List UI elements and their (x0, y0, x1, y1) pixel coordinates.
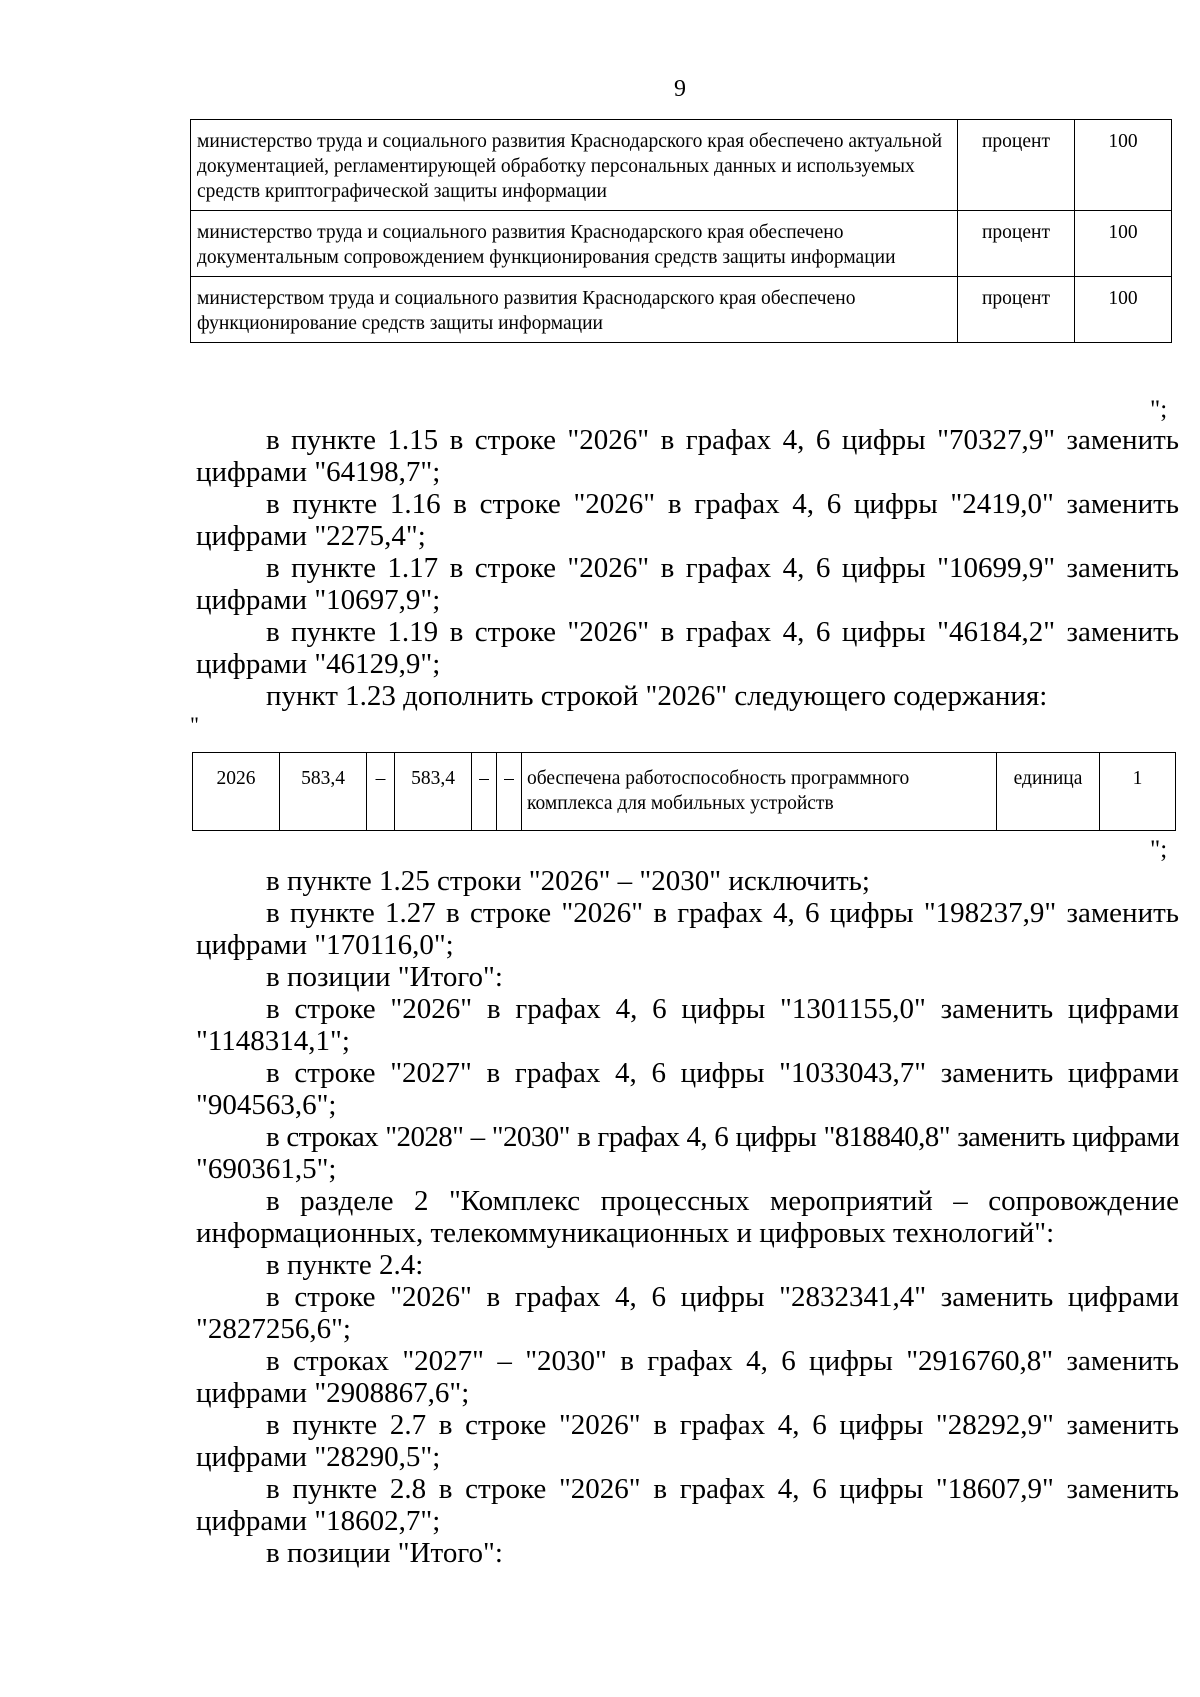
paragraph-line: цифрами "46129,9"; (196, 648, 441, 680)
closing-quote: "; (1150, 396, 1168, 423)
paragraph-line: в разделе 2 "Комплекс процессных мероприятий – сопровождение (266, 1185, 1179, 1217)
row-description: министерством труда и социального развития Краснодарского края обеспечено функционирование средств защиты информации (191, 277, 958, 343)
cell-col4: 583,4 (395, 753, 472, 831)
page-number: 9 (674, 76, 686, 102)
paragraph-line: в пункте 1.15 в строке "2026" в графах 4, 6 цифры "70327,9" заменить (266, 424, 1179, 456)
paragraph-line: в пункте 1.19 в строке "2026" в графах 4, 6 цифры "46184,2" заменить (266, 616, 1179, 648)
closing-quote: "; (1150, 836, 1168, 863)
paragraph-line: пункт 1.23 дополнить строкой "2026" следующего содержания: (266, 680, 1048, 712)
cell-col5: – (472, 753, 497, 831)
paragraph-line: в пункте 2.4: (266, 1249, 424, 1281)
paragraph-line: в позиции "Итого": (266, 1537, 503, 1569)
paragraph-line: цифрами "10697,9"; (196, 584, 441, 616)
opening-quote: " (190, 712, 199, 737)
cell-value: 1 (1100, 753, 1176, 831)
paragraph-line: в позиции "Итого": (266, 961, 503, 993)
paragraph-line: в строках "2028" – "2030" в графах 4, 6 цифры "818840,8" заменить цифрами (266, 1121, 1179, 1153)
paragraph-line: цифрами "170116,0"; (196, 929, 454, 961)
paragraph-line: информационных, телекоммуникационных и цифровых технологий": (196, 1217, 1055, 1249)
paragraph-line: в пункте 1.16 в строке "2026" в графах 4, 6 цифры "2419,0" заменить (266, 488, 1179, 520)
paragraph-line: в пункте 1.25 строки "2026" – "2030" исключить; (266, 865, 870, 897)
table-row (191, 277, 1172, 343)
paragraph-line: в пункте 2.8 в строке "2026" в графах 4, 6 цифры "18607,9" заменить (266, 1473, 1179, 1505)
indicators-table (190, 119, 1172, 343)
table-row (191, 211, 1172, 277)
row-unit: процент (958, 120, 1075, 211)
cell-total: 583,4 (280, 753, 367, 831)
paragraph-line: "690361,5"; (196, 1153, 337, 1185)
row-value: 100 (1075, 211, 1172, 277)
paragraph-line: в пункте 1.17 в строке "2026" в графах 4, 6 цифры "10699,9" заменить (266, 552, 1179, 584)
amendments-block-2 (196, 865, 1179, 1569)
paragraph-line: цифрами "18602,7"; (196, 1505, 441, 1537)
paragraph-line: в пункте 2.7 в строке "2026" в графах 4, 6 цифры "28292,9" заменить (266, 1409, 1179, 1441)
paragraph-line: в строке "2027" в графах 4, 6 цифры "1033043,7" заменить цифрами (266, 1057, 1179, 1089)
cell-col3: – (367, 753, 395, 831)
row-unit: процент (958, 211, 1075, 277)
cell-col6: – (497, 753, 522, 831)
paragraph-line: цифрами "2275,4"; (196, 520, 426, 552)
table-row (193, 753, 1176, 831)
paragraph-line: "2827256,6"; (196, 1313, 351, 1345)
paragraph-line: в строке "2026" в графах 4, 6 цифры "2832341,4" заменить цифрами (266, 1281, 1179, 1313)
paragraph-line: цифрами "2908867,6"; (196, 1377, 470, 1409)
paragraph-line: цифрами "28290,5"; (196, 1441, 441, 1473)
row-value: 100 (1075, 120, 1172, 211)
paragraph-line: цифрами "64198,7"; (196, 456, 441, 488)
amendments-block-1 (196, 424, 1179, 712)
paragraph-line: "904563,6"; (196, 1089, 337, 1121)
row-description: министерство труда и социального развития Краснодарского края обеспечено актуальной документацией, регламентирующей обработку персональных данных и используемых средств криптографической защиты информации (191, 120, 958, 211)
cell-unit: единица (997, 753, 1100, 831)
paragraph-line: "1148314,1"; (196, 1025, 350, 1057)
paragraph-line: в пункте 1.27 в строке "2026" в графах 4, 6 цифры "198237,9" заменить (266, 897, 1179, 929)
paragraph-line: в строках "2027" – "2030" в графах 4, 6 цифры "2916760,8" заменить (266, 1345, 1179, 1377)
table-row (191, 120, 1172, 211)
paragraph-line: в строке "2026" в графах 4, 6 цифры "1301155,0" заменить цифрами (266, 993, 1179, 1025)
row-value: 100 (1075, 277, 1172, 343)
row-unit: процент (958, 277, 1075, 343)
row-description: министерство труда и социального развития Краснодарского края обеспечено документальным сопровождением функционирования средств защиты информации (191, 211, 958, 277)
added-row-table (192, 752, 1176, 831)
cell-year: 2026 (193, 753, 280, 831)
cell-description: обеспечена работоспособность программного комплекса для мобильных устройств (522, 753, 997, 831)
